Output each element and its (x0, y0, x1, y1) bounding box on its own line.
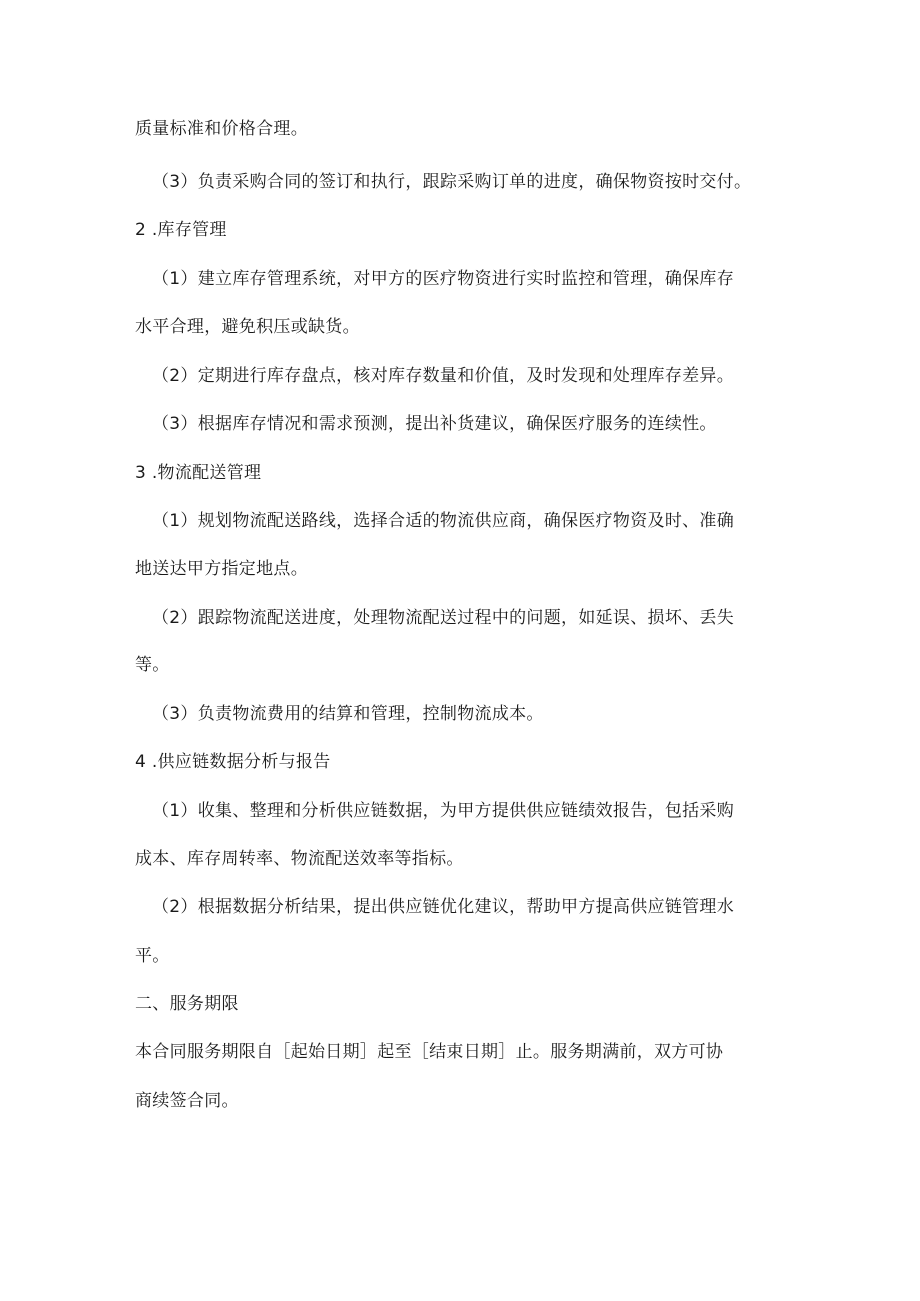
text-line-inventory-system: （1）建立库存管理系统，对甲方的医疗物资进行实时监控和管理，确保库存 (152, 269, 735, 289)
section-heading-inventory: 2 .库存管理 (135, 220, 227, 240)
section-heading-logistics: 3 .物流配送管理 (135, 463, 262, 483)
text-line-service-term-cont: 商续签合同。 (135, 1091, 239, 1111)
text-line-logistics-route: （1）规划物流配送路线，选择合适的物流供应商，确保医疗物资及时、准确 (152, 511, 735, 531)
text-line-logistics-cost: （3）负责物流费用的结算和管理，控制物流成本。 (152, 704, 544, 724)
text-line-logistics-tracking-cont: 等。 (135, 655, 170, 675)
text-line-procurement-contract: （3）负责采购合同的签订和执行，跟踪采购订单的进度，确保物资按时交付。 (152, 172, 752, 192)
text-line-optimization: （2）根据数据分析结果，提出供应链优化建议，帮助甲方提高供应链管理水 (152, 897, 735, 917)
text-line-inventory-count: （2）定期进行库存盘点，核对库存数量和价值，及时发现和处理库存差异。 (152, 366, 735, 386)
text-line-service-term: 本合同服务期限自［起始日期］起至［结束日期］止。服务期满前，双方可协 (135, 1042, 724, 1062)
text-line-inventory-system-cont: 水平合理，避免积压或缺货。 (135, 317, 360, 337)
text-line-logistics-route-cont: 地送达甲方指定地点。 (135, 559, 308, 579)
text-line-logistics-tracking: （2）跟踪物流配送进度，处理物流配送过程中的问题，如延误、损坏、丢失 (152, 608, 735, 628)
text-line-optimization-cont: 平。 (135, 946, 170, 966)
section-heading-service-term: 二、服务期限 (135, 994, 239, 1014)
text-line-quality-standard: 质量标准和价格合理。 (135, 119, 308, 139)
text-line-data-collection-cont: 成本、库存周转率、物流配送效率等指标。 (135, 849, 464, 869)
text-line-data-collection: （1）收集、整理和分析供应链数据，为甲方提供供应链绩效报告，包括采购 (152, 801, 735, 821)
text-line-restock: （3）根据库存情况和需求预测，提出补货建议，确保医疗服务的连续性。 (152, 414, 717, 434)
section-heading-data-analysis: 4 .供应链数据分析与报告 (135, 752, 331, 772)
